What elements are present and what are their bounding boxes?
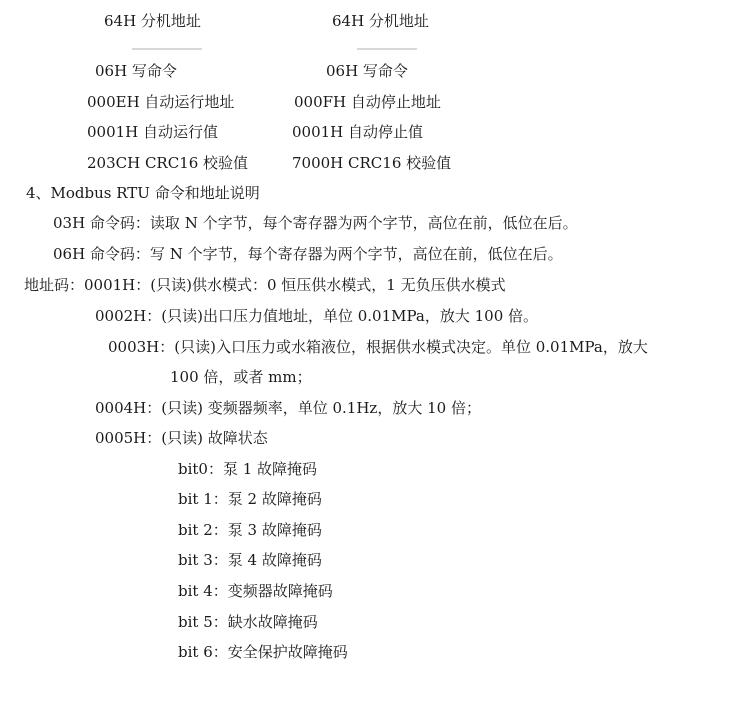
fault-bit-6: bit 6：安全保护故障掩码	[178, 643, 348, 661]
table-row3-right: 000FH 自动停止地址	[294, 93, 441, 111]
table-row4-left: 0001H 自动运行值	[87, 123, 219, 141]
fault-bit-2: bit 2：泵 3 故障掩码	[178, 521, 322, 539]
table-row4-right: 0001H 自动停止值	[292, 123, 424, 141]
fault-bit-0: bit0：泵 1 故障掩码	[178, 460, 318, 478]
address-0003h-line2: 100 倍，或者 mm；	[170, 368, 312, 386]
table-row2-left: 06H 写命令	[95, 62, 177, 80]
address-0002h: 0002H：(只读)出口压力值地址，单位 0.01MPa，放大 100 倍。	[95, 307, 539, 325]
table-row1-right: 64H 分机地址	[332, 12, 429, 30]
address-0004h: 0004H：(只读) 变频器频率，单位 0.1Hz，放大 10 倍；	[95, 399, 481, 417]
command-03h-description: 03H 命令码：读取 N 个字节，每个寄存器为两个字节，高位在前，低位在后。	[53, 214, 578, 232]
table-row3-left: 000EH 自动运行地址	[87, 93, 235, 111]
address-0001h: 地址码：0001H：(只读)供水模式：0 恒压供水模式，1 无负压供水模式	[24, 276, 506, 294]
clipped-text-remnant-left	[132, 48, 202, 50]
table-row5-left: 203CH CRC16 校验值	[87, 154, 249, 172]
table-row1-left: 64H 分机地址	[104, 12, 201, 30]
table-row2-right: 06H 写命令	[326, 62, 408, 80]
table-row5-right: 7000H CRC16 校验值	[292, 154, 452, 172]
address-0003h-line1: 0003H：(只读)入口压力或水箱液位，根据供水模式决定。单位 0.01MPa，放大	[108, 338, 648, 356]
page-top-edge	[0, 0, 750, 4]
fault-bit-1: bit 1：泵 2 故障掩码	[178, 490, 322, 508]
fault-bit-5: bit 5：缺水故障掩码	[178, 613, 318, 631]
command-06h-description: 06H 命令码：写 N 个字节，每个寄存器为两个字节，高位在前，低位在后。	[53, 245, 563, 263]
fault-bit-3: bit 3：泵 4 故障掩码	[178, 551, 322, 569]
address-0005h: 0005H：(只读) 故障状态	[95, 429, 268, 447]
fault-bit-4: bit 4：变频器故障掩码	[178, 582, 333, 600]
section-heading: 4、Modbus RTU 命令和地址说明	[26, 184, 260, 202]
clipped-text-remnant-right	[357, 48, 417, 50]
